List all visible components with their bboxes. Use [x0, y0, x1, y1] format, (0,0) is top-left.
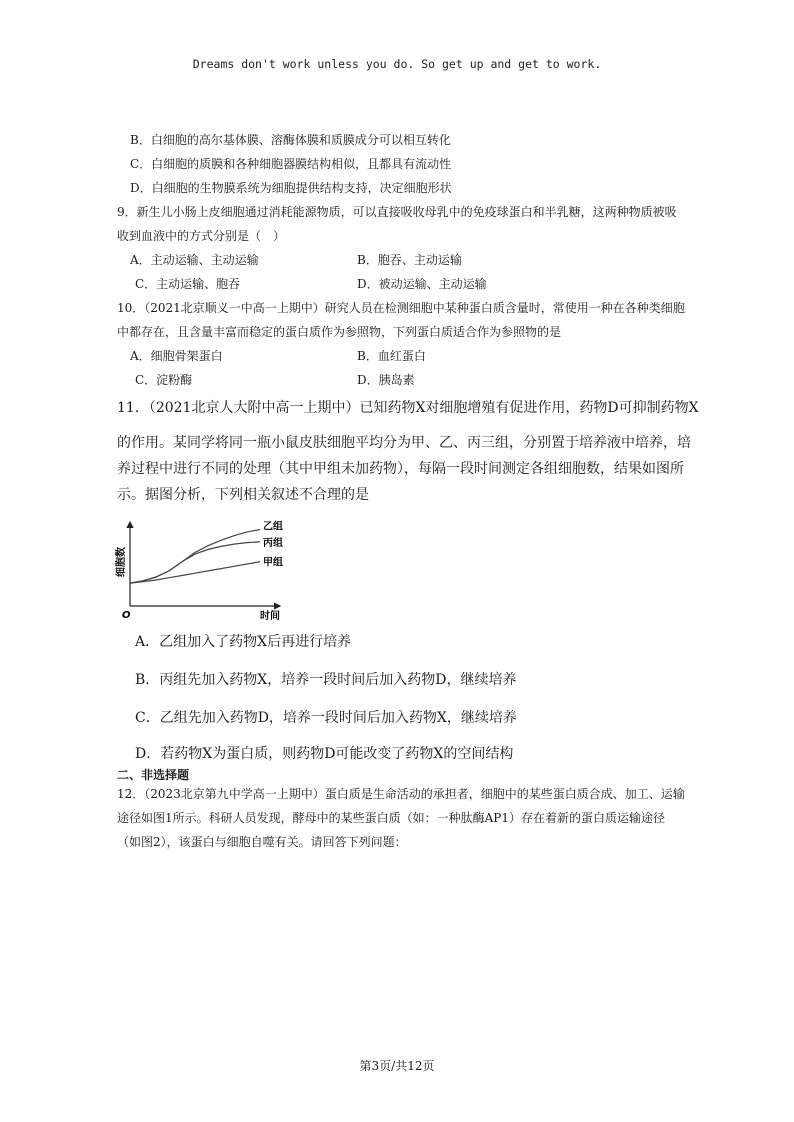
- q8-option-d: D．白细胞的生物膜系统为细胞提供结构支持，决定细胞形状: [130, 181, 452, 195]
- q11-option-a: A．乙组加入了药物X后再进行培养: [135, 634, 352, 650]
- q10-stem-line1: 10．（2021北京顺义一中高一上期中）研究人员在检测细胞中某种蛋白质含量时，常使用一种在各种类细胞: [117, 301, 685, 315]
- q11-stem-line3: 养过程中进行不同的处理（其中甲组未加药物），每隔一段时间测定各组细胞数，结果如图所: [117, 461, 684, 477]
- q11-option-b: B．丙组先加入药物X，培养一段时间后加入药物D，继续培养: [135, 672, 517, 688]
- q12-stem-line2: 途径如图1所示。科研人员发现，酵母中的某些蛋白质（如：一种肽酶AP1）存在着新的蛋白质运输途径: [117, 811, 666, 825]
- q9-option-b: B．胞吞、主动运输: [357, 253, 462, 267]
- series-line-1: [130, 542, 260, 583]
- q10-option-a: A．细胞骨架蛋白: [130, 349, 223, 363]
- series-line-0: [130, 530, 260, 584]
- x-axis-label: 时间: [260, 611, 280, 622]
- section-2-title: 二、非选择题: [117, 768, 190, 782]
- page-header-quote: Dreams don't work unless you do. So get up and get to work.: [192, 57, 602, 71]
- origin-label: O: [122, 610, 131, 621]
- cell-growth-chart: [110, 518, 300, 623]
- q8-option-c: C．白细胞的质膜和各种细胞器膜结构相似，且都具有流动性: [130, 157, 452, 171]
- q11-stem-line4: 示。据图分析，下列相关叙述不合理的是: [117, 487, 369, 503]
- q10-option-b: B．血红蛋白: [357, 349, 426, 363]
- q11-option-c: C．乙组先加入药物D，培养一段时间后加入药物X，继续培养: [135, 710, 517, 726]
- q9-option-a: A．主动运输、主动运输: [130, 253, 259, 267]
- q11-option-d: D．若药物X为蛋白质，则药物D可能改变了药物X的空间结构: [135, 746, 514, 762]
- q10-option-d: D．胰岛素: [357, 373, 415, 387]
- q9-stem-line2: 收到血液中的方式分别是（ ）: [117, 229, 286, 243]
- q9-option-c: C．主动运输、胞吞: [135, 277, 241, 291]
- q9-stem-line1: 9．新生儿小肠上皮细胞通过消耗能源物质，可以直接吸收母乳中的免疫球蛋白和半乳糖，这两种物质被吸: [117, 205, 677, 219]
- q12-stem-line1: 12．（2023北京第九中学高一上期中）蛋白质是生命活动的承担者，细胞中的某些蛋白质合成、加工、运输: [117, 787, 685, 801]
- q11-stem-line1: 11．（2021北京人大附中高一上期中）已知药物X对细胞增殖有促进作用，药物D可抑制药物X: [117, 400, 699, 416]
- page-number: 第3页/共12页: [359, 1059, 435, 1073]
- series-label-0: 乙组: [263, 521, 283, 533]
- q12-stem-line3: （如图2），该蛋白与细胞自噬有关。请回答下列问题：: [117, 835, 407, 849]
- y-axis-label: 细胞数: [116, 547, 127, 577]
- q8-option-b: B．白细胞的高尔基体膜、溶酶体膜和质膜成分可以相互转化: [130, 133, 451, 147]
- series-line-2: [130, 562, 260, 583]
- q10-stem-line2: 中都存在，且含量丰富而稳定的蛋白质作为参照物，下列蛋白质适合作为参照物的是: [117, 325, 562, 339]
- q11-stem-line2: 的作用。某同学将同一瓶小鼠皮肤细胞平均分为甲、乙、丙三组，分别置于培养液中培养，培: [117, 435, 691, 451]
- series-label-1: 丙组: [263, 537, 283, 549]
- series-label-2: 甲组: [263, 557, 283, 569]
- q9-option-d: D．被动运输、主动运输: [357, 277, 487, 291]
- q10-option-c: C．淀粉酶: [135, 373, 193, 387]
